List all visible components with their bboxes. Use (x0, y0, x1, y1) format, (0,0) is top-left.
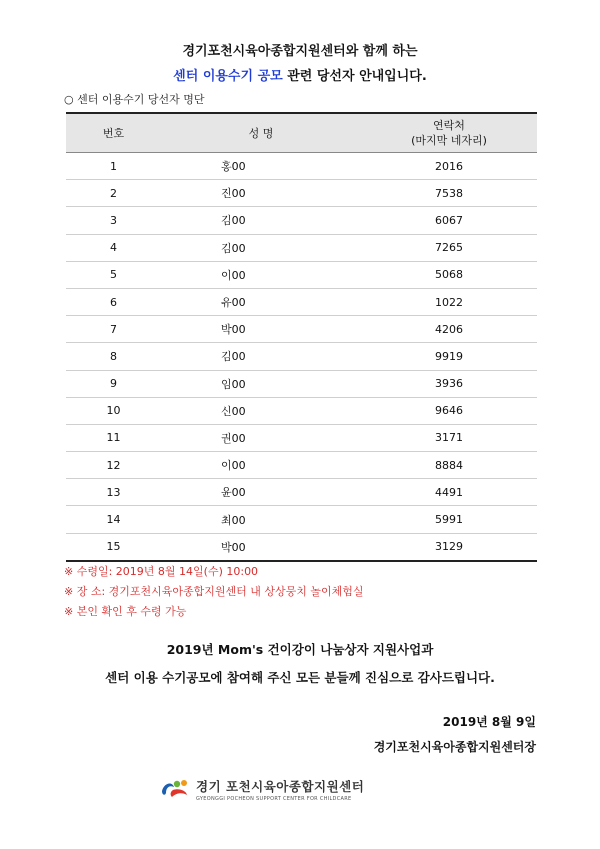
table-row (66, 180, 537, 207)
header-contact-line1: 연락처 (433, 119, 465, 132)
row-number: 3 (66, 207, 161, 234)
table-row (66, 234, 537, 261)
row-number: 4 (66, 234, 161, 261)
row-number: 9 (66, 370, 161, 397)
row-number: 13 (66, 479, 161, 506)
row-number: 10 (66, 397, 161, 424)
table-row (66, 153, 537, 180)
row-contact: 9646 (361, 397, 537, 424)
row-contact: 9919 (361, 343, 537, 370)
row-name: 신00 (161, 397, 361, 424)
notice-title-rest: 관련 당선자 안내입니다. (282, 69, 427, 84)
winners-list-subtitle: ○ 센터 이용수기 당선자 명단 (64, 93, 205, 106)
table-row (66, 207, 537, 234)
row-contact: 4491 (361, 479, 537, 506)
row-contact: 5068 (361, 261, 537, 288)
row-name: 권00 (161, 424, 361, 451)
row-name: 홍00 (161, 153, 361, 180)
table-row (66, 343, 537, 370)
row-number: 2 (66, 180, 161, 207)
closing-line1: 2019년 Mom's 건이강이 나눔상자 지원사업과 (166, 642, 434, 657)
row-contact: 7265 (361, 234, 537, 261)
row-name: 이00 (161, 452, 361, 479)
row-name: 박00 (161, 316, 361, 343)
center-logo-name: 경기 포천시육아종합지원센터 (196, 778, 365, 794)
notice-title-line1: 경기포천시육아종합지원센터와 함께 하는 (182, 44, 418, 59)
header-contact (361, 113, 537, 153)
header-name: 성 명 (161, 113, 361, 153)
row-name: 임00 (161, 370, 361, 397)
row-name: 김00 (161, 343, 361, 370)
table-row (66, 261, 537, 288)
row-contact: 6067 (361, 207, 537, 234)
row-name: 최00 (161, 506, 361, 533)
row-name: 김00 (161, 207, 361, 234)
center-logo (160, 776, 364, 802)
row-name: 진00 (161, 180, 361, 207)
row-contact: 5991 (361, 506, 537, 533)
row-number: 12 (66, 452, 161, 479)
row-contact: 2016 (361, 153, 537, 180)
header-number: 번호 (66, 113, 161, 153)
row-contact: 8884 (361, 452, 537, 479)
row-contact: 3129 (435, 540, 463, 554)
table-row (66, 452, 537, 479)
pickup-notes (64, 562, 364, 622)
table-header-row (66, 113, 537, 153)
row-number: 5 (66, 261, 161, 288)
row-number: 1 (66, 153, 161, 180)
row-contact: 1022 (361, 288, 537, 315)
row-name: 김00 (161, 234, 361, 261)
table-row (66, 424, 537, 451)
row-number: 14 (66, 506, 161, 533)
closing-line2: 센터 이용 수기공모에 참여해 주신 모든 분들께 진심으로 감사드립니다. (105, 670, 495, 685)
row-contact: 3171 (361, 424, 537, 451)
header-contact-line2: (마지막 네자리) (411, 134, 487, 147)
notice-title-highlight: 센터 이용수기 공모 (173, 69, 283, 84)
row-number: 7 (66, 316, 161, 343)
row-name: 윤00 (161, 479, 361, 506)
signature: 경기포천시육아종합지원센터장 (373, 740, 536, 754)
row-name: 유00 (161, 288, 361, 315)
table-row (66, 288, 537, 315)
table-row (66, 479, 537, 506)
table-row (66, 397, 537, 424)
center-logo-subtitle: GYEONGGI POCHEON SUPPORT CENTER FOR CHILDCARE (196, 795, 352, 802)
row-number: 8 (66, 343, 161, 370)
table-row (66, 506, 537, 533)
table-row (66, 316, 537, 343)
row-contact: 3936 (361, 370, 537, 397)
issue-date: 2019년 8월 9일 (442, 715, 536, 729)
note-pickup-date: ※ 수령일: 2019년 8월 14일(수) 10:00 (64, 565, 259, 578)
row-contact: 4206 (361, 316, 537, 343)
center-logo-icon (160, 777, 190, 801)
row-number: 15 (106, 540, 121, 554)
note-pickup-place: ※ 장 소: 경기포천시육아종합지원센터 내 상상뭉치 놀이체험실 (64, 585, 364, 598)
table-row (66, 370, 537, 397)
winners-table (66, 112, 537, 562)
table-row (66, 533, 537, 561)
row-number: 6 (66, 288, 161, 315)
row-name: 박00 (221, 540, 246, 554)
notice-title-line2 (0, 65, 600, 84)
row-name: 이00 (161, 261, 361, 288)
note-id-check: ※ 본인 확인 후 수령 가능 (64, 605, 187, 618)
row-number: 11 (66, 424, 161, 451)
row-contact: 7538 (361, 180, 537, 207)
